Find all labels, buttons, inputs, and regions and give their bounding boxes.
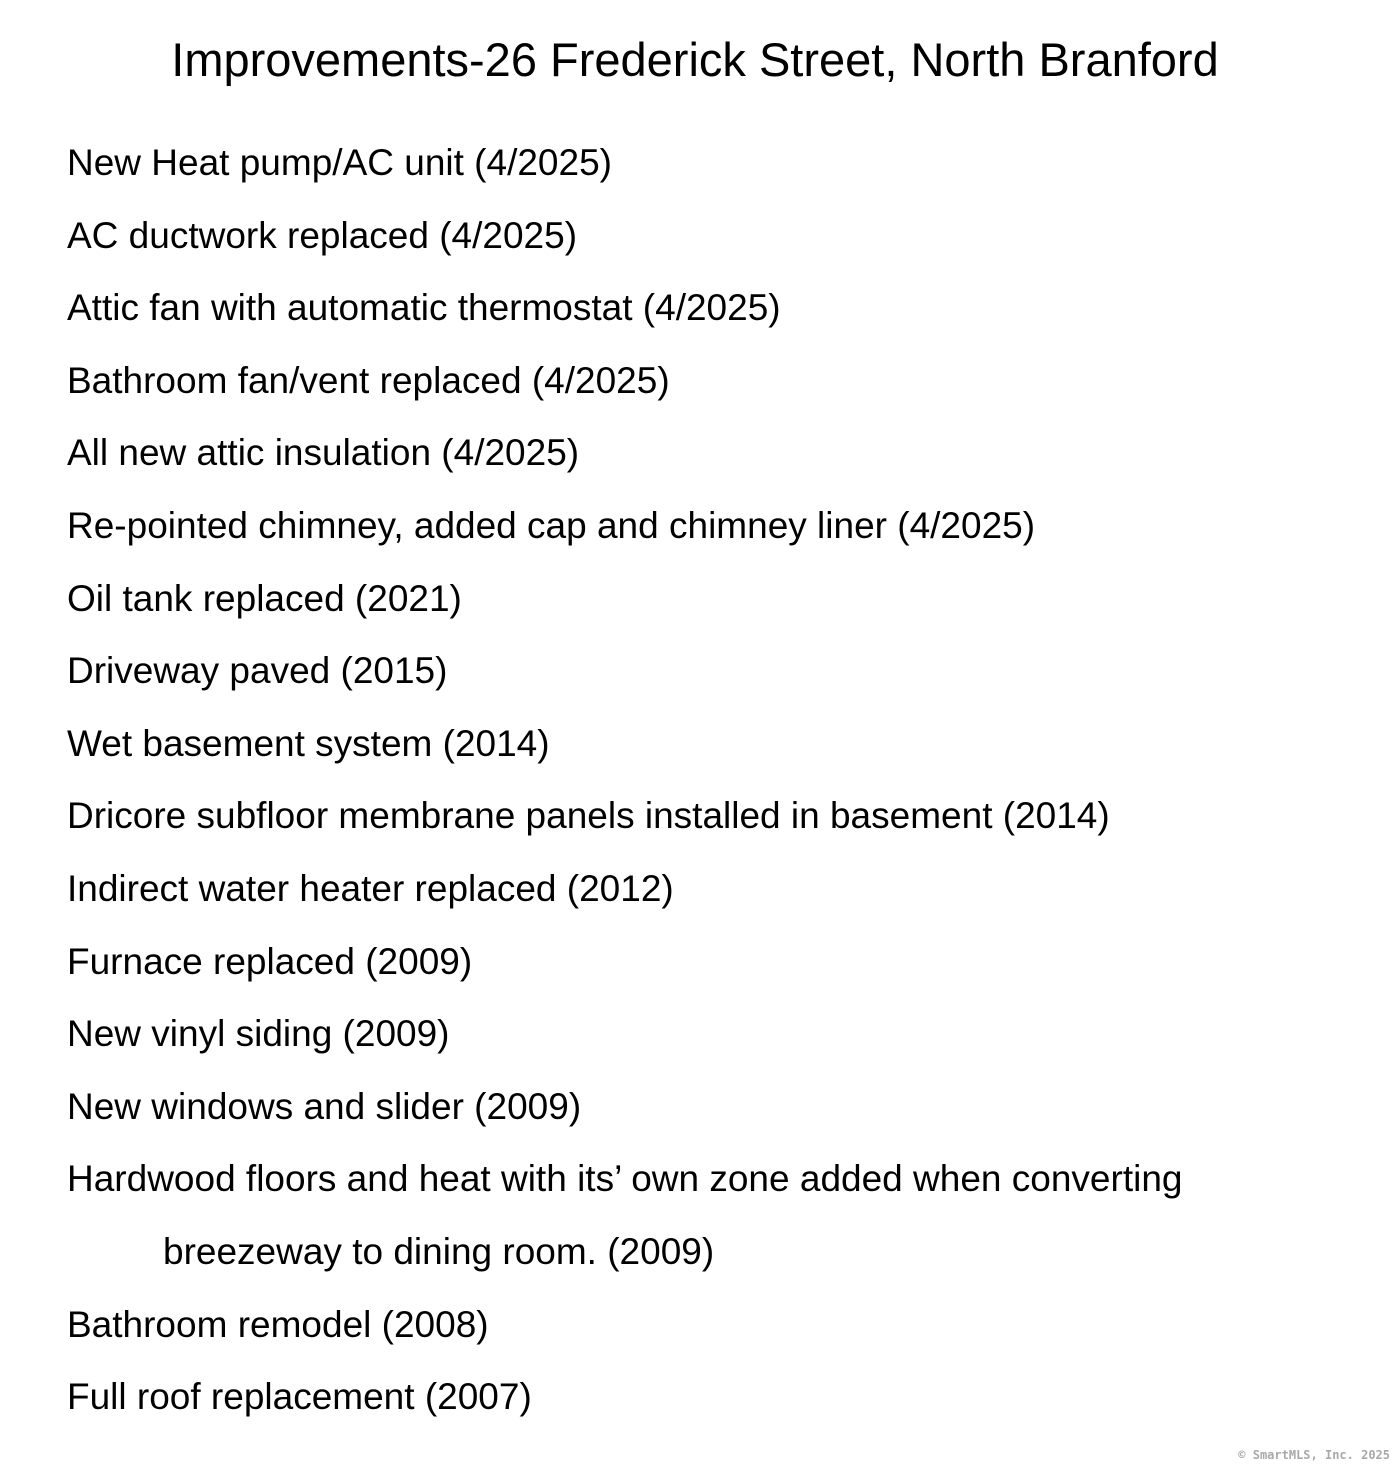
list-item: All new attic insulation (4/2025) (67, 432, 580, 474)
copyright-watermark: © SmartMLS, Inc. 2025 (1238, 1448, 1390, 1462)
list-item: Re-pointed chimney, added cap and chimney liner (4/2025) (67, 504, 1036, 546)
list-item: Attic fan with automatic thermostat (4/2025) (67, 287, 781, 329)
list-item: Driveway paved (2015) (67, 650, 448, 692)
list-item: Bathroom fan/vent replaced (4/2025) (67, 359, 670, 401)
list-item: Bathroom remodel (2008) (67, 1303, 489, 1345)
list-item: New windows and slider (2009) (67, 1085, 582, 1127)
page-title: Improvements-26 Frederick Street, North Branford (171, 33, 1219, 86)
list-item: Wet basement system (2014) (67, 722, 550, 764)
list-item: Dricore subfloor membrane panels installed in basement (2014) (67, 795, 1110, 837)
list-item: Indirect water heater replaced (2012) (67, 867, 674, 909)
list-item: AC ductwork replaced (4/2025) (67, 214, 578, 256)
list-item: Full roof replacement (2007) (67, 1376, 532, 1418)
list-item-continuation: breezeway to dining room. (2009) (163, 1230, 715, 1272)
list-item: Furnace replaced (2009) (67, 940, 473, 982)
improvement-list (67, 127, 1367, 1434)
list-item: Oil tank replaced (2021) (67, 577, 462, 619)
list-item: New vinyl siding (2009) (67, 1013, 450, 1055)
list-item: Hardwood floors and heat with its’ own zone added when converting (67, 1158, 1183, 1200)
list-item: New Heat pump/AC unit (4/2025) (67, 142, 612, 183)
